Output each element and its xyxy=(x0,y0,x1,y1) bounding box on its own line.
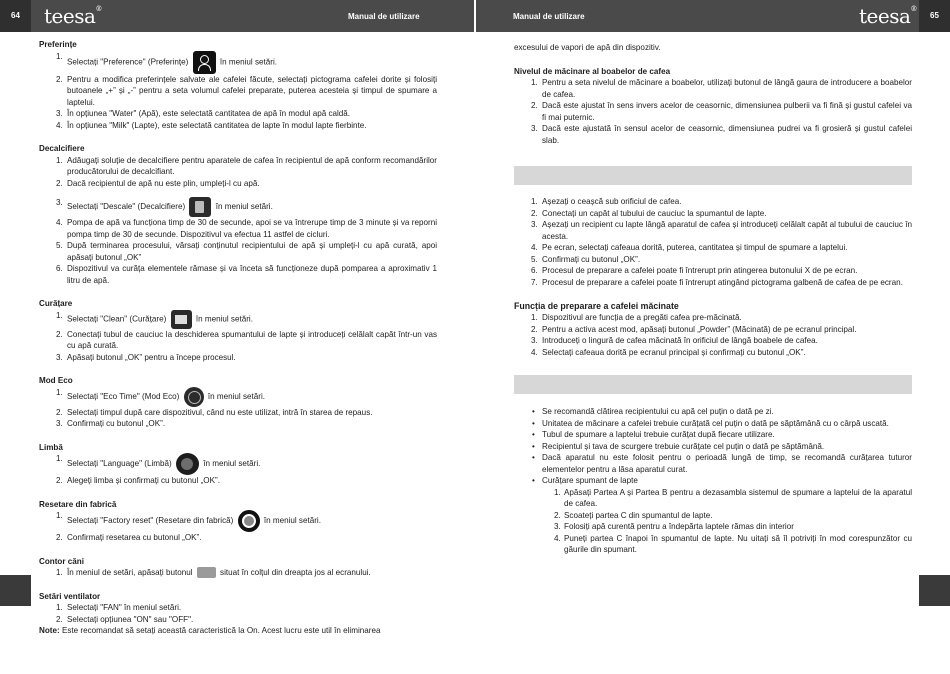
section-title-descale: Decalcifiere xyxy=(39,144,85,153)
list-item: 2. Alegeți limba și confirmați cu butonul „OK”. xyxy=(56,476,220,485)
list-item: 2. Conectați un capăt al tubului de cauciuc la spumantul de lapte. xyxy=(531,208,767,218)
list-item: 1. Selectați "FAN" în meniul setări. xyxy=(56,603,182,612)
list-item: 4. Puneți partea C înapoi în spumantul de lapte. Nu uitați să îl potriviți în mod corespunzător cu găurile din spumant. xyxy=(554,533,912,554)
list-item: 2. Selectați opțiunea "ON" sau "OFF". xyxy=(56,614,194,624)
left-page-header xyxy=(0,0,474,32)
list-item: 4. Pompa de apă va funcționa timp de 30 de secunde, apoi se va întrerupe timp de 3 minute și va reporni pompa timp de 30 de secunde. Dispozitivul va efectua 11 astfel de cicluri. xyxy=(56,218,437,239)
list-item: 2. Conectați tubul de cauciuc la deschiderea spumantului de lapte și introduceți celălalt capăt într-un vas cu apă curată. xyxy=(56,329,437,350)
list-item: 2. Pentru a activa acest mod, apăsați butonul „Powder” (Măcinată) de pe ecranul principal. xyxy=(531,324,857,334)
list-item: 3. În opțiunea "Water" (Apă), este selectată cantitatea de apă în modul apă caldă. xyxy=(56,109,351,118)
note-text: Este recomandat să setați această caracteristică la On. Acest lucru este util în eliminarea xyxy=(61,626,381,635)
factory-reset-icon xyxy=(238,510,260,532)
right-page-header xyxy=(476,0,950,32)
list-item: 2. Pentru a modifica preferințele salvate ale cafelei făcute, selectați pictograma cafelei dorite și folosiți butoanele „+” și „-” pentru a seta volumul cafelei preparate, puterea acesteia și timpul de spumare a laptelui. xyxy=(56,74,437,107)
section-title-factory-reset: Resetare din fabrică xyxy=(39,499,117,509)
list-item: 5. După terminarea procesului, vărsați conținutul recipientului de apă și umpleți-l cu apă curată, apoi apăsați butonul „OK” xyxy=(56,241,437,262)
milk-frother-cleaning-list xyxy=(514,487,912,556)
list-item: 3. Dacă este ajustată în sensul acelor de ceasornic, dimensiunea pudrei va fi grosieră și gustul cafelei slab. xyxy=(531,124,912,145)
counter-button-icon xyxy=(197,567,216,578)
list-item: • Se recomandă clătirea recipientului cu apă cel puțin o dată pe zi. xyxy=(514,406,912,418)
section-title-preferences: Preferințe xyxy=(39,40,77,49)
list-item: 4. Pe ecran, selectați cafeaua dorită, puterea, cantitatea și timpul de spumare a laptelui. xyxy=(531,243,848,252)
list-item: 2. Scoateți partea C din spumantul de lapte. xyxy=(554,510,713,520)
cup-counter-list xyxy=(39,567,437,579)
list-item: 3. Apăsați butonul „OK” pentru a începe procesul. xyxy=(56,352,236,362)
list-item: 1. Selectați "Factory reset" (Resetare din fabrică) în meniul setări. xyxy=(39,510,437,532)
list-item: 2. Confirmați resetarea cu butonul „OK”. xyxy=(56,533,202,542)
section-title-cup-counter: Contor căni xyxy=(39,556,84,566)
maintenance-list xyxy=(514,406,912,487)
list-item: 6. Procesul de preparare a cafelei poate fi întrerupt prin atingerea butonului X de pe ecran. xyxy=(531,266,858,275)
grind-level-list xyxy=(514,77,912,146)
logo-registered-mark: ® xyxy=(910,5,917,13)
section-title-fan-settings: Setări ventilator xyxy=(39,591,101,601)
section-title-ground-coffee: Funcția de preparare a cafelei măcinate xyxy=(514,301,679,311)
list-item: • Unitatea de măcinare a cafelei trebuie curățată cel puțin o dată pe săptămână cu o cârpă uscată. xyxy=(514,418,912,430)
list-item: 3. Introduceți o lingură de cafea măcinată în orificiul de lângă boabele de cafea. xyxy=(531,336,818,345)
list-item: 2. Dacă recipientul de apă nu este plin, umpleți-l cu apă. xyxy=(56,178,260,188)
side-tab-right xyxy=(919,575,950,606)
fan-settings-list xyxy=(39,602,437,625)
list-item: • Dacă aparatul nu este folosit pentru o perioadă lungă de timp, se recomandă curățarea tuturor elementelor pentru a lăsa aparatul curat. xyxy=(514,452,912,475)
list-item: 1. Selectați "Clean" (Curățare) în meniul setări. xyxy=(39,310,437,329)
list-item: 7. Procesul de preparare a cafelei poate fi întrerupt atingând pictograma galbenă de cafea de pe ecran. xyxy=(531,277,903,287)
list-item: 1. În meniul de setări, apăsați butonul situat în colțul din dreapta jos al ecranului. xyxy=(56,568,371,577)
language-list xyxy=(39,453,437,487)
list-item: 6. Dispozitivul va curăța elementele rămase și va înceta să funcționeze după pomparea a aproximativ 1 litru de apă. xyxy=(56,264,437,285)
list-item: 3. Folosiți apă curentă pentru a îndepărta laptele rămas din interior xyxy=(554,522,794,531)
milk-coffee-list xyxy=(514,196,912,288)
fan-note xyxy=(39,625,437,637)
teesa-logo-right xyxy=(859,4,917,28)
list-item: 1. Selectați "Language" (Limbă) în meniul setări. xyxy=(39,453,437,475)
note-label: Note: xyxy=(39,626,60,635)
list-item: 1. Dispozitivul are funcția de a pregăti cafea pre-măcinată. xyxy=(531,313,742,322)
continued-text: excesului de vapori de apă din dispozitiv. xyxy=(514,43,661,52)
page-number-right: 65 xyxy=(919,0,950,32)
logo-registered-mark: ® xyxy=(95,5,102,13)
section-title-language: Limbă xyxy=(39,442,63,452)
list-item: 2. Selectați timpul după care dispozitivul, când nu este utilizat, intră în starea de repaus. xyxy=(56,407,373,417)
list-item: 1. Pentru a seta nivelul de măcinare a boabelor, utilizați butonul de lângă gaura de introducere a boabelor de cafea. xyxy=(531,78,912,99)
logo-text: teesa xyxy=(44,4,96,28)
list-item: 4. Selectați cafeaua dorită pe ecranul principal și confirmați cu butonul „OK”. xyxy=(531,347,806,357)
clean-icon xyxy=(171,310,192,329)
list-item: 3. Așezați un recipient cu lapte lângă aparatul de cafea și introduceți celălalt capăt al tubului de cauciuc în acesta. xyxy=(531,220,912,241)
left-column xyxy=(39,39,437,637)
list-item: 1. Selectați "Eco Time" (Mod Eco) în meniul setări. xyxy=(39,387,437,407)
list-item: 1. Apăsați Partea A și Partea B pentru a dezasambla sistemul de spumare a laptelui de la aparatul de cafea. xyxy=(554,487,912,508)
side-tab-left xyxy=(0,575,31,606)
manual-title-left: Manual de utilizare xyxy=(348,12,420,21)
teesa-logo-left xyxy=(44,4,102,28)
section-title-grind-level: Nivelul de măcinare al boabelor de cafea xyxy=(514,66,671,76)
preferences-list xyxy=(39,51,437,132)
section-header-bar xyxy=(514,166,912,185)
list-item: 3. Selectați "Descale" (Decalcifiere) în meniul setări. xyxy=(39,197,437,217)
descale-icon xyxy=(189,197,211,217)
right-column xyxy=(514,39,912,556)
list-item: 1. Adăugați soluție de decalcifiere pentru aparatele de cafea în recipientul de apă conform recomandărilor producătorului de decalcifiant. xyxy=(56,155,437,176)
clean-list xyxy=(39,310,437,364)
section-header-bar xyxy=(514,375,912,394)
eco-list xyxy=(39,387,437,430)
list-item: • Curățare spumant de lapte xyxy=(514,475,912,487)
descale-list xyxy=(39,155,437,287)
section-title-eco: Mod Eco xyxy=(39,376,73,385)
list-item: 1. Așezați o ceașcă sub orificiul de cafea. xyxy=(531,197,682,206)
list-item: 4. În opțiunea "Milk" (Lapte), este selectată cantitatea de lapte în modul lapte fierbinte. xyxy=(56,120,367,130)
factory-reset-list xyxy=(39,510,437,544)
list-item: • Recipientul și tava de scurgere trebuie curățate cel puțin o dată pe săptămână. xyxy=(514,441,912,453)
list-item: • Tubul de spumare a laptelui trebuie curățat după fiecare utilizare. xyxy=(514,429,912,441)
list-item: 3. Confirmați cu butonul „OK”. xyxy=(56,419,166,428)
ground-coffee-list xyxy=(514,312,912,358)
list-item: 1. Selectați "Preference" (Preferințe) în meniul setări. xyxy=(39,51,437,74)
page-number-left: 64 xyxy=(0,0,31,32)
list-item: 5. Confirmați cu butonul „OK”. xyxy=(531,254,641,264)
globe-icon xyxy=(176,453,199,475)
manual-title-right: Manual de utilizare xyxy=(513,12,585,21)
user-profile-icon xyxy=(193,51,216,74)
list-item: 2. Dacă este ajustat în sens invers acelor de ceasornic, dimensiunea pulberii va fi fină și gustul cafelei va fi mai puternic. xyxy=(531,101,912,122)
logo-text: teesa xyxy=(859,4,911,28)
eco-time-icon xyxy=(184,387,204,407)
section-title-clean: Curățare xyxy=(39,299,73,308)
